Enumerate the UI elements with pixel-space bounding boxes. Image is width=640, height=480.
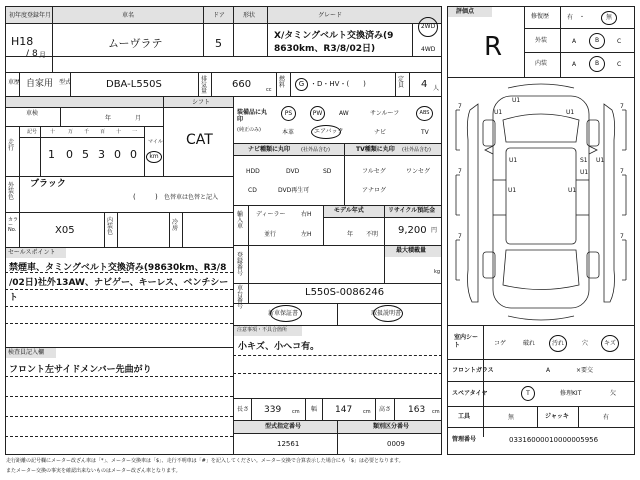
aircon-label: 冷房 — [172, 219, 179, 232]
equip-leather: 本革 — [282, 129, 295, 136]
place-6: 一 — [132, 129, 138, 135]
equip-ps-circled: PS — [281, 106, 296, 121]
place-2: 万 — [68, 129, 74, 135]
import-dealer: ディーラー — [256, 211, 286, 218]
mileage-digit-1: 1 — [48, 148, 55, 161]
car-name-value: ムーヴラテ — [108, 37, 163, 50]
import-parallel: 並行 — [264, 231, 277, 238]
exterior-grade-a: A — [572, 38, 577, 45]
exterior-note: 色替車は色替と記入 — [164, 194, 219, 201]
reg-month-prefix: / — [26, 49, 30, 59]
sales-line-1: 禁煙車、タミングベルト交換済み(98630km、R3/8 — [9, 263, 227, 273]
sales-points-label: セールスポイント — [8, 249, 56, 256]
drive-2wd-circled: 2WD — [418, 17, 438, 37]
reg-plate-label: 登録番号 — [237, 252, 244, 277]
designation-value-1: 12561 — [277, 440, 300, 448]
height-unit: cm — [432, 409, 440, 415]
color-no-value: X05 — [55, 225, 75, 236]
notes-line-1: 小キズ、小へコ有。 — [238, 342, 320, 352]
import-right-hand: 右H — [301, 211, 312, 218]
mileage-digit-2: 0 — [66, 148, 73, 161]
reg-era: H18 — [11, 35, 34, 48]
tools-value: 無 — [508, 414, 515, 421]
chassis-value: L550S-0086246 — [305, 287, 385, 298]
spare-t-circled: T — [521, 386, 535, 401]
car-name-label: 車名 — [122, 12, 135, 19]
tv-fullseg: フルセグ — [362, 168, 386, 175]
inspection-label: 車検 — [26, 110, 39, 117]
footer-line-2: またメーター交換の事実を確認出来ないものはメーター改ざん車となります。 — [6, 468, 181, 474]
spare-kit: 修理KIT — [560, 390, 582, 397]
model-label: 型式 — [59, 79, 72, 86]
cc-label: 排気量 — [201, 76, 208, 95]
seat-stain-circled: 汚れ — [549, 335, 567, 352]
bracket-mark-1: 7 — [458, 103, 462, 110]
exterior-value: ブラック — [30, 179, 66, 189]
repair-label: 修復歴 — [531, 13, 550, 20]
fuel-options: ・D・HV・( ) — [310, 80, 366, 88]
recycle-unit: 円 — [431, 227, 438, 234]
use-value: 自家用 — [26, 79, 54, 89]
grade-label: グレード — [318, 12, 343, 19]
damage-mark-3: U1 — [566, 109, 575, 116]
use-label: 車歴 — [8, 79, 21, 86]
doors-value: 5 — [215, 37, 222, 50]
equip-pw-circled: PW — [310, 106, 325, 121]
reg-year-label: 初年度登録年月 — [9, 12, 52, 19]
width-unit: cm — [363, 409, 371, 415]
spare-label: スペアタイヤ — [452, 390, 488, 397]
interior-grade-a: A — [572, 61, 577, 68]
damage-mark-5: S1 — [580, 157, 588, 164]
height-value: 163 — [408, 405, 426, 415]
jack-label: ジャッキ — [545, 413, 569, 420]
exterior-grade-label: 外装 — [535, 37, 548, 44]
color-no-label: カラーNo. — [8, 217, 19, 233]
navi-dvd: DVD — [286, 168, 300, 175]
damage-mark-2: U1 — [494, 109, 503, 116]
designation-label-2: 類別区分番号 — [373, 423, 410, 430]
jack-value: 有 — [603, 414, 610, 421]
equip-tv: TV — [421, 129, 429, 136]
shape-label: 形状 — [243, 12, 256, 19]
grade-line-1: X/タミングベルト交換済み(9 — [274, 31, 394, 41]
new-car-warranty: 新車保証書 — [268, 310, 299, 317]
place-5: 十 — [116, 129, 122, 135]
car-damage-diagram — [448, 80, 634, 324]
damage-mark-8: U1 — [508, 187, 517, 194]
equip-airbag: エアバック — [314, 128, 344, 135]
repair-no-circled: 無 — [601, 11, 617, 25]
designation-value-2: 0009 — [387, 440, 405, 448]
inspector-line-1: フロント左サイドメンバー先曲がり — [9, 365, 152, 375]
sales-line-2: /02日)社外13AW、ナビゲー、キーレス、ベンチシー — [9, 278, 229, 288]
inspection-month: 月 — [135, 115, 142, 122]
seat-tear: 破れ — [523, 340, 536, 347]
mileage-digit-4: 3 — [98, 148, 105, 161]
exterior-label: 外装色 — [8, 182, 15, 201]
mileage-digit-5: 0 — [114, 148, 121, 161]
drive-4wd: 4WD — [421, 46, 436, 53]
score-value: R — [484, 32, 503, 62]
mileage-memo-label: 記号 — [27, 129, 38, 135]
damage-mark-6: U1 — [596, 157, 605, 164]
exterior-grade-c: C — [617, 38, 622, 45]
capacity-value: 4 — [421, 79, 428, 90]
equip-sunroof: サンルーフ — [370, 110, 400, 117]
navi-dvd-play: DVD再生可 — [278, 187, 310, 194]
place-4: 百 — [100, 129, 106, 135]
bracket-mark-6: 7 — [620, 233, 624, 240]
designation-label-1: 型式指定番号 — [265, 423, 302, 430]
width-label: 幅 — [311, 406, 318, 413]
tv-analog: アナログ — [362, 187, 387, 194]
tools-label: 工具 — [458, 413, 471, 420]
door-label: ドア — [213, 12, 225, 19]
model-year-label: モデル年式 — [334, 207, 364, 214]
length-value: 339 — [264, 405, 282, 415]
interior-grade-c: C — [617, 61, 622, 68]
bracket-mark-3: 7 — [458, 168, 462, 175]
height-label: 高さ — [379, 406, 392, 413]
seat-scratch-circled: キズ — [601, 335, 619, 352]
equip-navi: ナビ — [374, 129, 387, 136]
repair-sep: ・ — [579, 14, 586, 21]
reg-month-suffix: 月 — [39, 51, 46, 59]
navi-note: (社外品含む) — [301, 147, 330, 153]
capacity-label: 定員 — [398, 76, 405, 89]
shift-label: シフト — [192, 99, 211, 106]
equip-aw: AW — [339, 110, 349, 117]
tv-note: (社外品含む) — [402, 147, 431, 153]
mile-label: マイル — [148, 139, 163, 145]
interior-grade-label: 内装 — [535, 60, 548, 67]
exterior-paren-open: ( — [133, 193, 136, 201]
length-unit: cm — [292, 409, 300, 415]
mileage-digit-6: 0 — [130, 148, 137, 161]
navi-sd: SD — [323, 168, 332, 175]
equipment-title: 装備品に丸印 — [237, 109, 268, 124]
length-label: 長さ — [237, 406, 250, 413]
fuel-g-circled: G — [295, 78, 308, 91]
control-value: 03316000010000005956 — [509, 436, 599, 444]
mileage-label: 走行 — [8, 139, 15, 152]
bracket-mark-4: 7 — [620, 168, 624, 175]
chassis-label: 車台番号 — [237, 285, 244, 310]
tv-oneseg: ワンセグ — [406, 168, 431, 175]
grade-line-2: 8630km、R3/8/02日) — [274, 44, 376, 54]
seat-hole: 穴 — [582, 340, 589, 347]
import-label: 輸入車 — [237, 211, 244, 230]
km-circled: km — [146, 151, 162, 163]
damage-mark-4: U1 — [509, 157, 518, 164]
footer-line-1: 走行距離の記号欄にメーター改ざん車は「*」、メーター交換車は「$」、走行不明車は「#」を記入してください。メーター交換で合算表示した場合にも「$」は必要となります。 — [6, 458, 404, 464]
navi-title: ナビ種類に丸印 — [248, 146, 291, 153]
cc-value: 660 — [232, 79, 252, 90]
seat-burn: コゲ — [494, 340, 507, 347]
cc-unit: cc — [266, 87, 272, 93]
spare-missing: 欠 — [610, 390, 617, 397]
navi-cd: CD — [248, 187, 257, 194]
glass-replace: ×要交 — [576, 367, 594, 374]
equipment-subtitle: (純正のみ) — [237, 127, 261, 133]
recycle-value: 9,200 — [398, 225, 427, 236]
control-label: 管理番号 — [452, 436, 477, 443]
import-left-hand: 左H — [301, 231, 312, 238]
bracket-mark-2: 7 — [620, 103, 624, 110]
inspector-label: 検査員記入欄 — [8, 349, 45, 356]
navi-hdd: HDD — [246, 168, 260, 175]
seat-label: 室内シート — [454, 334, 479, 349]
glass-label: フロントガラス — [452, 367, 494, 374]
place-1: 十 — [50, 129, 56, 135]
damage-mark-9: U1 — [568, 187, 577, 194]
damage-mark-1: U1 — [512, 97, 521, 104]
exterior-grade-b-circled: B — [589, 33, 605, 49]
model-year-year: 年 — [347, 231, 354, 238]
width-value: 147 — [335, 405, 353, 415]
bracket-mark-5: 7 — [458, 233, 462, 240]
mileage-digit-3: 5 — [82, 148, 89, 161]
place-3: 千 — [84, 129, 90, 135]
interior-grade-b-circled: B — [589, 56, 605, 72]
interior-color-label: 内装色 — [107, 217, 114, 236]
capacity-unit: 人 — [433, 85, 440, 92]
fuel-label: 燃料 — [279, 76, 286, 89]
equip-abs-circled: ABS — [416, 106, 433, 121]
sales-line-3: ト — [9, 293, 19, 303]
load-label: 最大積載量 — [396, 247, 427, 254]
exterior-paren-close: ) — [155, 193, 158, 201]
tv-title: TV種類に丸印 — [356, 146, 395, 153]
model-year-unknown: 不明 — [366, 231, 379, 238]
shift-value: CAT — [186, 132, 213, 148]
score-label: 評価点 — [456, 8, 475, 15]
glass-a: A — [546, 367, 551, 374]
manual-record: 取扱説明書 — [371, 310, 402, 317]
notes-label: 注意事項・不具合箇所 — [237, 327, 288, 333]
recycle-label: リサイクル預託金 — [388, 207, 436, 214]
model-value: DBA-L550S — [106, 79, 162, 90]
inspection-year: 年 — [105, 115, 112, 122]
repair-yes: 有 — [567, 14, 574, 21]
reg-month: 8 — [32, 49, 38, 59]
damage-mark-7: U1 — [580, 169, 589, 176]
load-unit: kg — [434, 269, 441, 275]
